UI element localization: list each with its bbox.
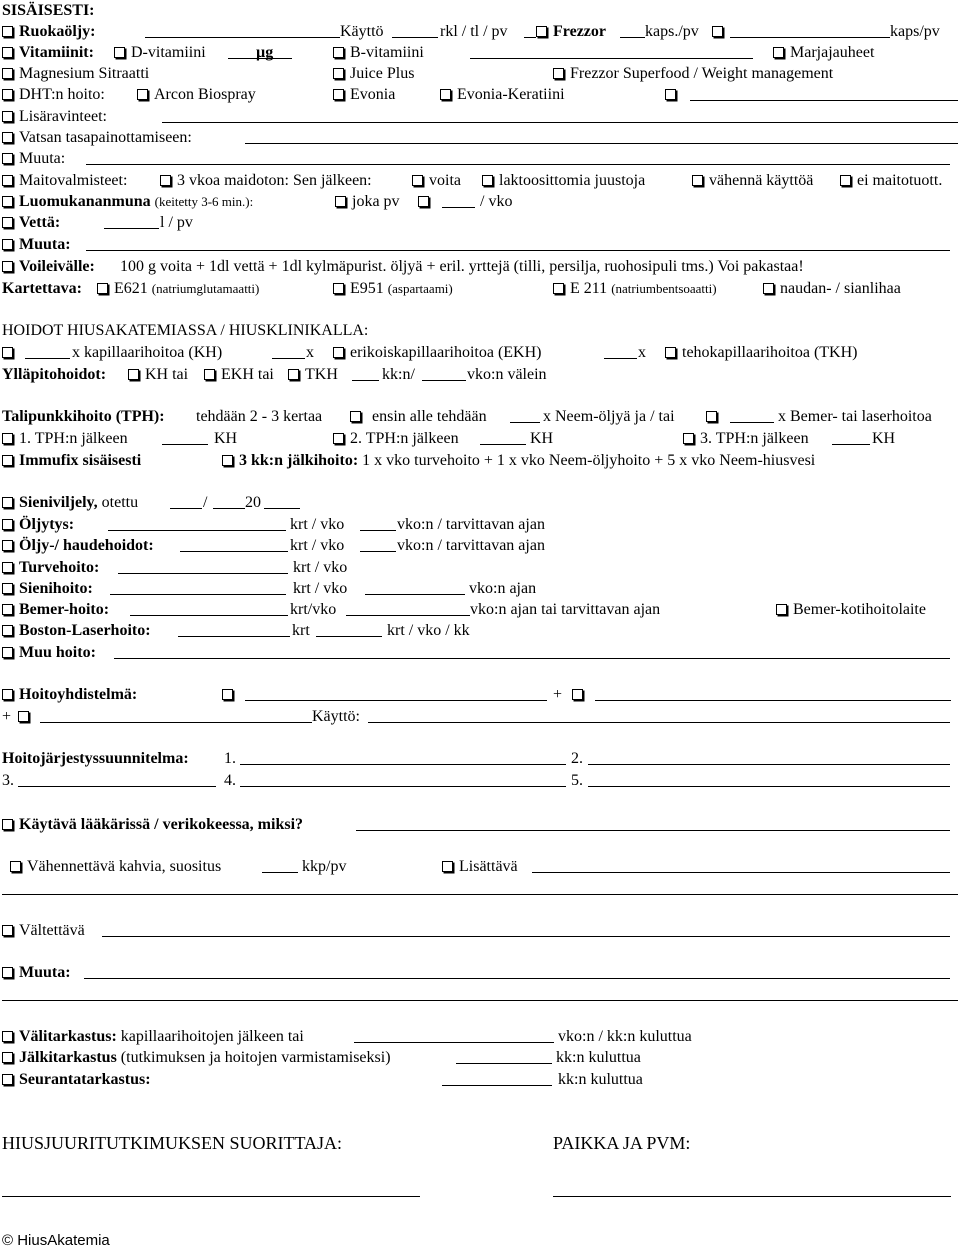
form-text: µg: [256, 44, 274, 61]
fill-in-blank[interactable]: [524, 21, 536, 38]
row-jarjestys-2: [0, 770, 960, 791]
fill-in-blank[interactable]: [240, 770, 566, 787]
fill-in-blank[interactable]: [245, 127, 958, 144]
checkbox[interactable]: [114, 47, 125, 58]
checkbox[interactable]: [2, 196, 13, 207]
row-yhdistelma: [0, 684, 960, 705]
fill-in-blank[interactable]: [86, 234, 950, 251]
form-text: Sieniviljely, otettu: [2, 492, 138, 513]
form-text: x Neem-öljyä ja / tai: [543, 408, 675, 425]
form-text: Ylläpitohoidot:: [2, 366, 107, 383]
checkbox[interactable]: [553, 283, 564, 294]
form-text: Bemer-kotihoitolaite: [776, 599, 926, 620]
form-text: B-vitamiini: [333, 42, 424, 63]
fill-in-blank[interactable]: [456, 1047, 552, 1064]
fill-in-blank[interactable]: [730, 21, 890, 38]
form-text: Marjajauheet: [773, 42, 874, 63]
row-lisaravinteet: [0, 106, 960, 127]
fill-in-blank[interactable]: [240, 748, 566, 765]
checkbox[interactable]: [2, 540, 13, 551]
row-vatsan: [0, 127, 960, 148]
checkbox[interactable]: [18, 711, 29, 722]
form-text: Käytävä lääkärissä / verikokeessa, miksi?: [2, 814, 303, 835]
fill-in-blank[interactable]: [620, 21, 645, 38]
form-text: krt / vko: [290, 537, 345, 554]
form-text: Muu hoito:: [2, 642, 96, 663]
form-text: Vettä:: [2, 212, 60, 233]
form-text: voita: [412, 170, 461, 191]
fill-in-blank[interactable]: [108, 514, 286, 531]
form-text: Muuta:: [2, 148, 65, 169]
fill-in-blank[interactable]: [162, 428, 208, 445]
checkbox[interactable]: [2, 647, 13, 658]
checkbox[interactable]: [2, 625, 13, 636]
form-text: l / pv: [160, 214, 193, 231]
form-text: [222, 684, 239, 705]
checkbox[interactable]: [2, 1074, 13, 1085]
form-text: tehdään 2 - 3 kertaa: [196, 408, 323, 425]
form-text: KH: [214, 430, 238, 447]
fill-in-blank[interactable]: [170, 492, 202, 509]
form-text: kk:n kuluttua: [558, 1071, 643, 1088]
form-text: Muuta:: [2, 962, 71, 983]
checkbox[interactable]: [2, 47, 13, 58]
row-kahvi: [0, 856, 960, 877]
fill-in-blank[interactable]: [442, 1069, 552, 1086]
checkbox[interactable]: [2, 925, 13, 936]
form-text: 2. TPH:n jälkeen: [333, 428, 459, 449]
checkbox[interactable]: [2, 519, 13, 530]
form-text: laktoosittomia juustoja: [482, 170, 645, 191]
signature-line[interactable]: [2, 1180, 420, 1197]
form-text: 1.: [224, 750, 236, 767]
form-text: Seurantatarkastus:: [2, 1069, 151, 1090]
checkbox[interactable]: [137, 89, 148, 100]
form-text: kk:n/: [382, 366, 415, 383]
form-text: 3.: [2, 772, 14, 789]
form-text: ei maitotuott.: [840, 170, 942, 191]
row-jarjestys: [0, 748, 960, 769]
checkbox[interactable]: [350, 411, 361, 422]
checkbox[interactable]: [2, 1031, 13, 1042]
row-muuta-3: [0, 962, 960, 983]
form-text: KH tai: [128, 364, 188, 385]
checkbox[interactable]: [2, 455, 13, 466]
form-text: 3. TPH:n jälkeen: [683, 428, 809, 449]
form-text: Juice Plus: [333, 63, 414, 84]
fill-in-blank[interactable]: [588, 748, 950, 765]
paikka-label: PAIKKA JA PVM:: [553, 1133, 691, 1153]
form-text: Vältettävä: [2, 920, 85, 941]
fill-in-blank[interactable]: [365, 578, 465, 595]
fill-in-blank[interactable]: [272, 342, 305, 359]
checkbox[interactable]: [2, 562, 13, 573]
form-text: Sienihoito:: [2, 578, 93, 599]
form-text: KH: [530, 430, 554, 447]
fill-in-blank[interactable]: [510, 406, 540, 423]
form-text: erikoiskapillaarihoitoa (EKH): [333, 342, 542, 363]
form-text: E621 (natriumglutamaatti): [97, 278, 259, 299]
checkbox[interactable]: [222, 455, 233, 466]
form-text: Frezzor: [536, 21, 606, 42]
checkbox[interactable]: [2, 261, 13, 272]
checkbox[interactable]: [2, 347, 13, 358]
form-text: krt / vko: [290, 516, 345, 533]
form-text: TKH: [288, 364, 338, 385]
form-text: +: [553, 686, 563, 703]
checkbox[interactable]: [333, 68, 344, 79]
checkbox[interactable]: [2, 68, 13, 79]
fill-in-blank[interactable]: [178, 620, 290, 637]
form-text: kaps/pv: [890, 23, 940, 40]
form-text: joka pv: [335, 191, 400, 212]
form-text: Arcon Biospray: [137, 84, 256, 105]
checkbox[interactable]: [692, 175, 703, 186]
section-hoidot: HOIDOT HIUSAKATEMIASSA / HIUSKLINIKALLA:: [2, 322, 369, 339]
form-text: Lisättävä: [442, 856, 518, 877]
checkbox[interactable]: [763, 283, 774, 294]
fill-in-blank[interactable]: [110, 578, 286, 595]
checkbox[interactable]: [2, 1052, 13, 1063]
fill-in-blank[interactable]: [180, 535, 288, 552]
fill-in-blank[interactable]: [360, 514, 396, 531]
form-text: 2.: [571, 750, 583, 767]
form-text: vko:n ajan tai tarvittavan ajan: [470, 601, 661, 618]
row-muuta: [0, 148, 960, 169]
checkbox[interactable]: [333, 47, 344, 58]
form-text: D-vitamiini: [114, 42, 206, 63]
form-text: Välitarkastus: kapillaarihoitojen jälkeen tai: [2, 1026, 304, 1047]
form-text: Hoitojärjestyssuunnitelma:: [2, 750, 189, 767]
form-text: EKH tai: [204, 364, 274, 385]
form-text: 100 g voita + 1dl vettä + 1dl kylmäpurist. öljyä + eril. yrttejä (tilli, persilja, ruohosipuli tms.) Voi pakastaa!: [120, 258, 804, 275]
checkbox[interactable]: [536, 26, 547, 37]
checkbox[interactable]: [333, 433, 344, 444]
fill-in-blank[interactable]: [316, 620, 382, 637]
row-yhdistelma-2: [0, 706, 960, 727]
form-text: [2, 342, 19, 363]
checkbox[interactable]: [333, 283, 344, 294]
checkbox[interactable]: [572, 689, 583, 700]
form-text: Bemer-hoito:: [2, 599, 109, 620]
form-text: vähennä käyttöä: [692, 170, 813, 191]
checkbox[interactable]: [2, 217, 13, 228]
checkbox[interactable]: [2, 132, 13, 143]
form-text: Käyttö: [340, 23, 384, 40]
form-text: kk:n kuluttua: [556, 1049, 641, 1066]
checkbox[interactable]: [160, 175, 171, 186]
checkbox[interactable]: [412, 175, 423, 186]
form-text: [418, 191, 435, 212]
form-text: / vko: [480, 193, 513, 210]
form-text: Vitamiinit:: [2, 42, 94, 63]
form-text: x kapillaarihoitoa (KH): [72, 344, 223, 361]
checkbox[interactable]: [683, 433, 694, 444]
form-text: 20: [245, 494, 261, 511]
form-text: krt / vko: [293, 559, 348, 576]
fill-in-blank[interactable]: [356, 814, 950, 831]
form-text: krt / vko / kk: [387, 622, 470, 639]
form-text: DHT:n hoito:: [2, 84, 105, 105]
form-text: 5.: [571, 772, 583, 789]
fill-in-blank[interactable]: [40, 706, 312, 723]
form-text: kaps./pv: [645, 23, 699, 40]
form-text: x Bemer- tai laserhoitoa: [778, 408, 932, 425]
form-text: 3 vkoa maidoton: Sen jälkeen:: [160, 170, 372, 191]
fill-in-blank[interactable]: [245, 684, 547, 701]
fill-in-blank[interactable]: [360, 535, 396, 552]
form-text: Voileivälle:: [2, 256, 95, 277]
form-text: tehokapillaarihoitoa (TKH): [665, 342, 858, 363]
checkbox[interactable]: [222, 689, 233, 700]
fill-in-blank[interactable]: [130, 599, 288, 616]
form-text: x: [306, 344, 314, 361]
blank-line[interactable]: [2, 878, 958, 895]
checkbox[interactable]: [2, 153, 13, 164]
form-text: krt: [292, 622, 310, 639]
fill-in-blank[interactable]: [213, 492, 245, 509]
fill-in-blank[interactable]: [114, 642, 950, 659]
fill-in-blank[interactable]: [422, 364, 466, 381]
fill-in-blank[interactable]: [162, 106, 958, 123]
form-text: 4.: [224, 772, 236, 789]
form-text: vko:n / kk:n kuluttua: [558, 1028, 692, 1045]
checkbox[interactable]: [2, 497, 13, 508]
form-text: vko:n / tarvittavan ajan: [397, 537, 545, 554]
fill-in-blank[interactable]: [532, 856, 950, 873]
fill-in-blank[interactable]: [690, 84, 958, 101]
form-text: Magnesium Sitraatti: [2, 63, 149, 84]
checkbox[interactable]: [2, 967, 13, 978]
form-text: Talipunkkihoito (TPH):: [2, 408, 165, 425]
suorittaja-label: HIUSJUURITUTKIMUKSEN SUORITTAJA:: [2, 1133, 343, 1153]
fill-in-blank[interactable]: [442, 191, 475, 208]
form-text: ensin alle tehdään: [372, 408, 487, 425]
fill-in-blank[interactable]: [392, 21, 438, 38]
form-text: Evonia-Keratiini: [440, 84, 565, 105]
fill-in-blank[interactable]: [102, 920, 950, 937]
form-text: Muuta:: [2, 234, 71, 255]
form-text: Öljytys:: [2, 514, 74, 535]
form-text: [712, 21, 729, 42]
fill-in-blank[interactable]: [262, 856, 298, 873]
checkbox[interactable]: [442, 861, 453, 872]
fill-in-blank[interactable]: [595, 684, 951, 701]
checkbox[interactable]: [10, 861, 21, 872]
checkbox[interactable]: [333, 89, 344, 100]
form-text: rkl / tl / pv: [440, 23, 508, 40]
form-text: vko:n välein: [467, 366, 547, 383]
page-title: SISÄISESTI:: [2, 2, 95, 19]
form-text: E951 (aspartaami): [333, 278, 453, 299]
checkbox[interactable]: [335, 196, 346, 207]
fill-in-blank[interactable]: [18, 770, 216, 787]
form-text: [665, 84, 682, 105]
form-text: Vähennettävä kahvia, suositus: [10, 856, 221, 877]
checkbox[interactable]: [288, 369, 299, 380]
checkbox[interactable]: [128, 369, 139, 380]
checkbox[interactable]: [665, 89, 676, 100]
checkbox[interactable]: [333, 347, 344, 358]
fill-in-blank[interactable]: [84, 962, 950, 979]
form-text: Hoitoyhdistelmä:: [2, 684, 137, 705]
checkbox[interactable]: [2, 433, 13, 444]
checkbox[interactable]: [2, 111, 13, 122]
form-text: Immufix sisäisesti: [2, 450, 141, 471]
blank-line-2[interactable]: [2, 984, 958, 1001]
form-text: Vatsan tasapainottamiseen:: [2, 127, 192, 148]
form-text: [706, 406, 723, 427]
form-text: Öljy-/ haudehoidot:: [2, 535, 154, 556]
form-text: 3 kk:n jälkihoito: 1 x vko turvehoito + 1 x vko Neem-öljyhoito + 5 x vko Neem-hiusvesi: [222, 450, 815, 471]
form-text: Ruokaöljy:: [2, 21, 95, 42]
checkbox[interactable]: [776, 604, 787, 615]
form-text: Boston-Laserhoito:: [2, 620, 151, 641]
form-text: Luomukananmuna (keitetty 3-6 min.):: [2, 191, 253, 212]
checkbox[interactable]: [2, 604, 13, 615]
form-text: krt / vko: [293, 580, 348, 597]
form-text: [572, 684, 589, 705]
fill-in-blank[interactable]: [588, 770, 950, 787]
form-text: Käyttö:: [312, 708, 360, 725]
form-text: Turvehoito:: [2, 557, 99, 578]
fill-in-blank[interactable]: [118, 557, 288, 574]
row-muu-hoito: [0, 642, 960, 663]
checkbox[interactable]: [2, 26, 13, 37]
form-text: +: [2, 708, 12, 725]
checkbox[interactable]: [204, 369, 215, 380]
row-muuta-food: [0, 234, 960, 255]
form-text: vko:n / tarvittavan ajan: [397, 516, 545, 533]
form-text: /: [203, 494, 208, 511]
fill-in-blank[interactable]: [352, 364, 379, 381]
form-text: E 211 (natriumbentsoaatti): [553, 278, 717, 299]
checkbox[interactable]: [482, 175, 493, 186]
form-text: [18, 706, 35, 727]
checkbox[interactable]: [2, 239, 13, 250]
checkbox[interactable]: [2, 583, 13, 594]
row-laakari: [0, 814, 960, 835]
copyright: © HiusAkatemia: [2, 1232, 110, 1249]
fill-in-blank[interactable]: [264, 492, 300, 509]
form-text: Maitovalmisteet:: [2, 170, 127, 191]
checkbox[interactable]: [97, 283, 108, 294]
fill-in-blank[interactable]: [346, 599, 470, 616]
fill-in-blank[interactable]: [86, 148, 950, 165]
fill-in-blank[interactable]: [832, 428, 870, 445]
fill-in-blank[interactable]: [354, 1026, 554, 1043]
checkbox[interactable]: [2, 89, 13, 100]
checkbox[interactable]: [418, 196, 429, 207]
checkbox[interactable]: [440, 89, 451, 100]
form-text: Jälkitarkastus (tutkimuksen ja hoitojen varmistamiseksi): [2, 1047, 391, 1068]
checkbox[interactable]: [706, 411, 717, 422]
form-text: kkp/pv: [302, 858, 347, 875]
fill-in-blank[interactable]: [104, 212, 159, 229]
checkbox[interactable]: [665, 347, 676, 358]
checkbox[interactable]: [712, 26, 723, 37]
fill-in-blank[interactable]: [25, 342, 70, 359]
form-text: [350, 406, 367, 427]
fill-in-blank[interactable]: [604, 342, 637, 359]
form-text: vko:n ajan: [469, 580, 537, 597]
form-text: Lisäravinteet:: [2, 106, 107, 127]
fill-in-blank[interactable]: [480, 428, 526, 445]
checkbox[interactable]: [553, 68, 564, 79]
row-valtettava: [0, 920, 960, 941]
checkbox[interactable]: [2, 819, 13, 830]
checkbox[interactable]: [840, 175, 851, 186]
date-line[interactable]: [553, 1180, 951, 1197]
fill-in-blank[interactable]: [470, 42, 753, 59]
form-text: KH: [872, 430, 896, 447]
checkbox[interactable]: [773, 47, 784, 58]
fill-in-blank[interactable]: [730, 406, 774, 423]
checkbox[interactable]: [2, 689, 13, 700]
form-text: 1. TPH:n jälkeen: [2, 428, 128, 449]
form-text: krt/vko: [290, 601, 337, 618]
checkbox[interactable]: [2, 175, 13, 186]
form-text: x: [638, 344, 646, 361]
fill-in-blank[interactable]: [145, 21, 340, 38]
form-text: naudan- / sianlihaa: [763, 278, 901, 299]
fill-in-blank[interactable]: [368, 706, 950, 723]
form-text: Evonia: [333, 84, 395, 105]
form-text: Frezzor Superfood / Weight management: [553, 63, 833, 84]
form-text: Kartettava:: [2, 280, 82, 297]
